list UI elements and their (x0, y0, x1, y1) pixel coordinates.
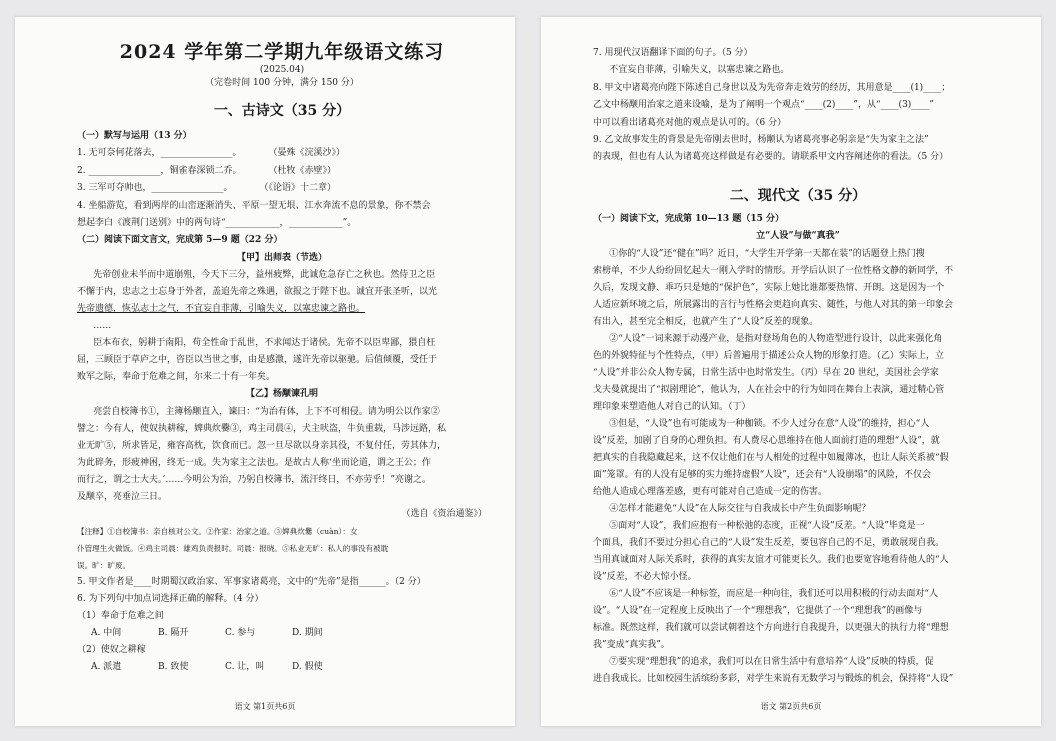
question-3: 3. 三军可夺帅也，________________。 （《论语》十二章） (77, 183, 336, 194)
options-row-2 (77, 659, 487, 676)
passage-line: 譬之：今有人，使奴执耕稼，婢典炊爨③，鸡主司晨④，犬主吠盗，牛负重载，马涉远路，私 (77, 423, 447, 434)
question-5: 5. 甲文作者是____时期蜀汉政治家、军事家诸葛亮，文中的“先帝”是指______。（2 分） (77, 576, 426, 587)
passage-line: 及颙卒，亮垂泣三日。 (77, 491, 168, 502)
exam-page-1 (15, 17, 515, 726)
article-line: 设”反差，加剧了自身的心理负担。有人费尽心思维持在他人面前打造的理想“人设”，就 (593, 435, 940, 446)
article-line: 个面具，我们不要过分担心自己的“人设”发生反差，要包容自己的不足，勇敢展现自我。 (593, 537, 945, 548)
article-line: 有出入，甚至完全相反，也就产生了“人设”反差的现象。 (593, 316, 819, 327)
passage-line: 屈，三顾臣于草庐之中，咨臣以当世之事，由是感激，遂许先帝以驱驰。后值倾覆，受任于 (77, 355, 438, 366)
passage-line: 为此碎务，形疲神困，终无一成。失为家主之法也。是故古人称‘坐而论道，谓之王公；作 (77, 457, 431, 468)
question-7: 7. 用现代汉语翻译下面的句子。（5 分） (593, 48, 753, 58)
passage-line: 亮尝自校簿书①，主簿杨颙直入，谏曰：“为治有体，上下不可相侵。请为明公以作家② (93, 406, 440, 417)
question-6-item-2: （2）使奴之耕稼 (77, 644, 146, 655)
article-line: 索榜单，不少人纷纷回忆起大一刚入学时的情形。开学后认识了一位性格文静的新同学，不 (593, 265, 954, 276)
options-row-1 (77, 625, 487, 642)
passage-title-jia: 【甲】出师表（节选） (236, 252, 327, 263)
article-line: 理印象来塑造他人对自己的认知。（丁） (593, 401, 751, 412)
annotation-line: 仆管理生火做饭。④鸡主司晨：雄鸡负责报时。司晨：报晓。⑤私业无旷：私人的事没有被耽 (77, 543, 389, 553)
question-6-item-1: （1）奉命于危难之间 (77, 610, 164, 621)
question-4: 4. 坐船游览，看到两岸的山峦逐渐消失、平原一望无垠、江水奔流不息的景象，你不禁会 (77, 200, 431, 211)
section-title-classical: 一、古诗文（35 分） (213, 103, 351, 119)
passage-line: 先帝遗德，恢弘志士之气，不宜妄自菲薄，引喻失义，以塞忠谏之路也。 (77, 304, 366, 315)
article-line: 进自我成长。比如校园生活缤纷多彩，对学生来说有无数学习与锻炼的机会，保持将“人设” (593, 673, 954, 684)
option: C. 参与 (225, 627, 256, 638)
subsection-heading: （一）默写与运用（13 分） (77, 131, 192, 141)
passage-line: 先帝创业未半而中道崩殂，今天下三分，益州疲弊，此诚危急存亡之秋也。然侍卫之臣 (93, 270, 436, 281)
annotation-line: 【注释】①自校簿书：亲自核对公文。②作家：治家之道。③婢典炊爨（cuàn）：女 (77, 526, 358, 536)
exam-date: (2025.04) (259, 65, 305, 75)
article-line: ③但是，“人设”也有可能成为一种枷锁。不少人过分在意“人设”的维持，担心“人 (609, 418, 930, 429)
article-line: 设”反差，不必大惊小怪。 (593, 571, 697, 582)
article-line: ②“人设”一词来源于动漫产业，是指对登场角色的人物造型进行设计，以此来强化角 (609, 333, 943, 344)
question-9: 9. 乙文故事发生的背景是先帝刚去世时，杨颙认为诸葛亮事必躬亲是“失为家主之法” (593, 135, 929, 146)
time-note: （完卷时间 100 分钟，满分 150 分） (205, 78, 359, 88)
article-line: 戈夫曼就提出了“拟剧理论”，他认为，人在社会中的行为如同在舞台上表演，通过精心管 (593, 384, 945, 395)
passage-ellipsis: …… (93, 321, 112, 332)
article-line: ⑦要实现“理想我”的追求，我们可以在日常生活中有意培养“人设”反映的特质，促 (609, 656, 934, 667)
option: B. 隔开 (158, 627, 189, 638)
question-8: 8. 甲文中诸葛亮向陛下陈述自己身世以及为先帝奔走效劳的经历，其用意是____(1)____； (593, 82, 951, 93)
article-line: ⑥“人设”不应该是一种标签，而应是一种向往，我们还可以用积极的行动去面对“人 (609, 588, 938, 599)
passage-line: 业无旷⑤，所求皆足，雍容高枕，饮食而已。忽一旦尽欲以身亲其役，不复付任，劳其体力， (77, 440, 447, 451)
passage-line: 不懈于内，忠志之士忘身于外者，盖追先帝之殊遇，欲报之于陛下也。诚宜开张圣听，以光 (77, 287, 438, 298)
annotation-line: 误。旷：旷废。 (77, 560, 131, 570)
article-line: 把真实的自我隐藏起来，这不仅让他们在与人相处的过程中如履薄冰，也让人际关系被“假 (593, 452, 949, 463)
article-line: ①你的“人设”还“健在”吗？近日，“大学生开学第一天都在装”的话题登上热门搜 (609, 248, 925, 259)
article-line: 色的外貌特征与个性特点，（甲）后普遍用于描述公众人物的形象打造。（乙）实际上，立 (593, 350, 945, 361)
exam-title: 2024 学年第二学期九年级语文练习 (119, 41, 445, 63)
passage-line: 败军之际，奉命于危难之间，尔来二十有一年矣。 (77, 372, 276, 383)
passage-source: （选自《资治通鉴》） (401, 508, 487, 519)
option: A. 中间 (91, 627, 122, 638)
option: C. 让，叫 (225, 661, 265, 672)
question-7-sentence: 不宜妄自菲薄，引喻失义，以塞忠谏之路也。 (609, 65, 790, 76)
question-8-cont: 乙文中杨颙用治家之道来设喻，是为了阐明一个观点“____(2)____”，从“____(3)____” (593, 100, 934, 111)
page1-content (77, 37, 487, 676)
article-line: 设”。“人设”在一定程度上反映出了一个“理想我”，它提供了一个“理想我”的画像与 (593, 605, 923, 616)
page-footer: 语文 第2页共6页 (760, 702, 822, 711)
question-1: 1. 无可奈何花落去，________________。 （晏殊《浣溪沙》） (77, 148, 345, 159)
passage-line: 而行之，谓之士大夫。’……今明公为治，乃躬自校簿书，流汗终日，不亦劳乎！”亮谢之。 (77, 474, 431, 485)
option: D. 假使 (292, 661, 323, 672)
article-title: 立“人设”与做“真我” (756, 231, 840, 242)
article-line: 面”笼罩。有的人没有足够的实力维持虚假“人设”，还会有“人设崩塌”的风险，不仅会 (593, 469, 932, 480)
exam-page-2 (541, 17, 1041, 726)
question-9-cont: 的表现，但也有人认为诸葛亮这样做是有必要的。请联系甲文内容阐述你的看法。（5 分） (593, 152, 949, 163)
question-6: 6. 为下列句中加点词选择正确的解释。（4 分） (77, 593, 264, 604)
section-title-modern: 二、现代文（35 分） (729, 187, 867, 204)
page2-content (593, 45, 1003, 688)
article-line: ⑤面对“人设”，我们应抱有一种松弛的态度，正视“人设”反差。“人设”毕竟是一 (609, 520, 925, 531)
article-line: “人设”并非公众人物专属，日常生活中也时常发生。（丙）早在 20 世纪，美国社会学家 (593, 367, 939, 378)
page-footer: 语文 第1页共6页 (234, 702, 296, 711)
question-8-cont: 中可以看出诸葛亮对他的观点是认可的。（6 分） (593, 117, 787, 128)
passage-line: 臣本布衣，躬耕于南阳，苟全性命于乱世，不求闻达于诸侯。先帝不以臣卑鄙，猥自枉 (93, 338, 436, 349)
option: D. 期间 (292, 627, 323, 638)
article-line: 给他人造成心理落差感，更有可能对自己造成一定的伤害。 (593, 486, 828, 497)
passage-title-yi: 【乙】杨颙谏孔明 (245, 389, 318, 400)
article-line: 我”变成“真实我”。 (593, 639, 670, 650)
subsection-heading: （二）阅读下面文言文，完成第 5—9 题（22 分） (77, 235, 283, 246)
article-line: 当用真诚面对人际关系时，获得的真实友谊才可能更长久。我们也要宽容地看待他人的“人 (593, 554, 949, 565)
question-4-cont: 想起李白《渡荆门送别》中的两句诗“____________，____________”。 (77, 218, 357, 229)
subsection-heading: （一）阅读下文，完成第 10—13 题（15 分） (593, 213, 784, 224)
article-line: ④怎样才能避免“人设”在人际交往与自我成长中产生负面影响呢？ (609, 503, 871, 514)
option: A. 派遣 (91, 661, 122, 672)
article-line: 人适应新环境之后，所展露出的言行与性格会更趋向真实、随性，与他人对其的第一印象会 (593, 299, 954, 310)
option: B. 致使 (158, 661, 189, 672)
article-line: 标准。既然这样，我们就可以尝试朝着这个方向进行自我提升，以更强大的执行力将“理想 (593, 622, 949, 633)
article-line: 久后，发现文静、乖巧只是她的“保护色”，实际上她比谁都要热情、开朗。这是因为一个 (593, 282, 945, 293)
question-2: 2. ________________，铜雀春深锁二乔。 （杜牧《赤壁》） (77, 165, 336, 176)
